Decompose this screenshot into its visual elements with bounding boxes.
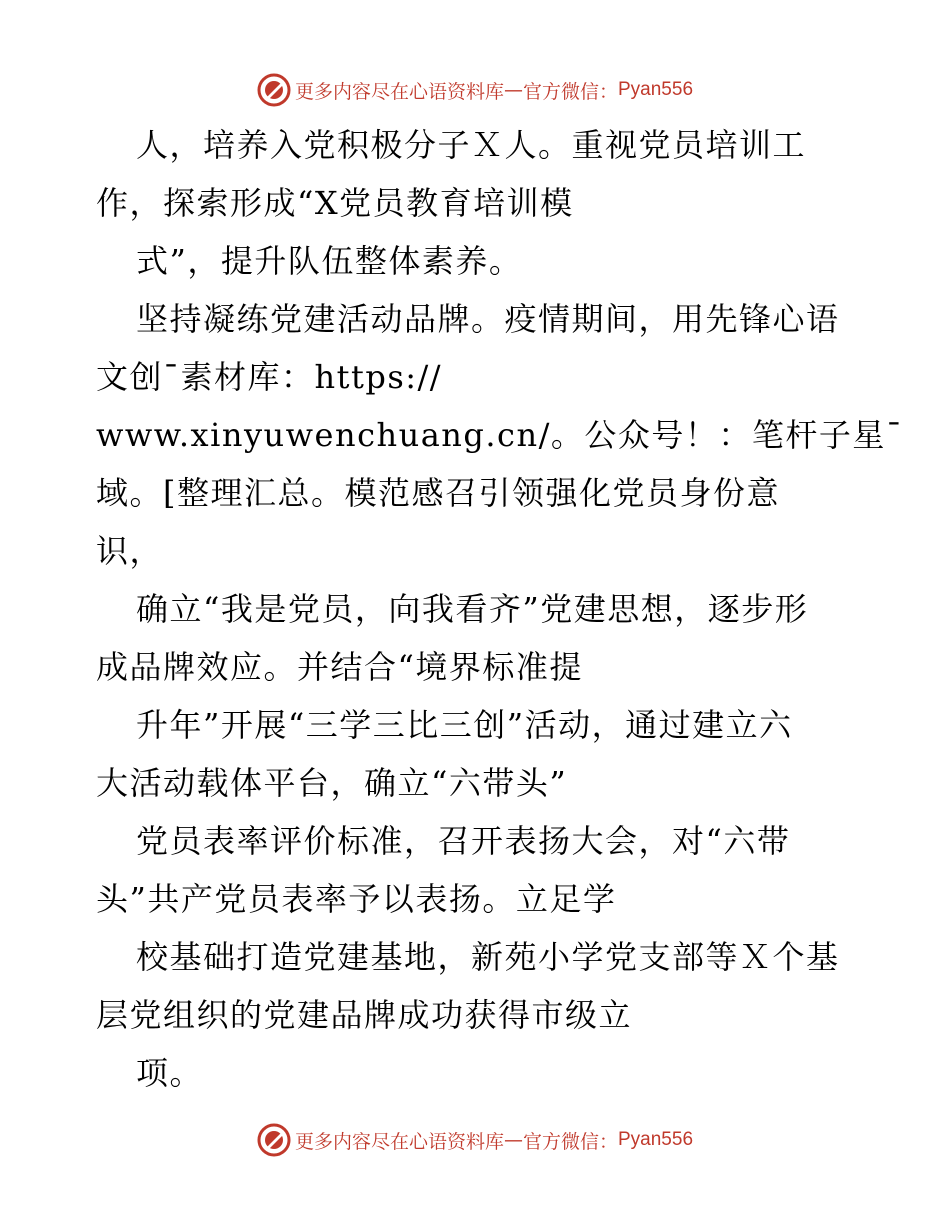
body-line: 党员表率评价标准，召开表扬大会，对“六带 [136, 822, 791, 860]
body-line: 项。 [136, 1054, 204, 1092]
body-line: 升年”开展“三学三比三创”活动，通过建立六 [136, 706, 793, 744]
body-line: 校基础打造党建基地，新苑小学党支部等Ｘ个基 [136, 938, 840, 976]
body-line: 人，培养入党积极分子Ｘ人。重视党员培训工 [136, 126, 807, 164]
watermark-label: 官方微信： [522, 1130, 618, 1153]
watermark-label: 官方微信： [522, 80, 618, 103]
body-line: 层党组织的党建品牌成功获得市级立 [96, 996, 633, 1034]
body-line: 大活动载体平台，确立“六带头” [96, 764, 568, 802]
body-line: 成品牌效应。并结合“境界标准提 [96, 648, 583, 686]
body-line: 坚持凝练党建活动品牌。疫情期间，用先锋心语 [136, 300, 840, 338]
header-watermark [0, 70, 950, 110]
body-line: 文创¯素材库：https:// [96, 358, 443, 396]
document-body [96, 126, 904, 1112]
body-line: 作，探索形成“X党员教育培训模 [96, 184, 574, 222]
pen-logo-icon [257, 1123, 291, 1157]
watermark-separator: — [503, 1129, 523, 1151]
watermark-separator: — [503, 79, 523, 101]
body-line: 式”，提升队伍整体素养。 [136, 242, 523, 280]
body-line: www.xinyuwenchuang.cn/。公众号！：笔杆子星¯ [96, 416, 904, 454]
body-line: 识， [96, 532, 164, 570]
body-line: 域。[整理汇总。模范感召引领强化党员身份意 [96, 474, 780, 512]
body-line: 头”共产党员表率予以表扬。立足学 [96, 880, 617, 918]
watermark-id: Pyan556 [618, 1129, 694, 1150]
watermark-text: 更多内容尽在心语资料库 [294, 1130, 504, 1153]
watermark-text: 更多内容尽在心语资料库 [294, 80, 504, 103]
body-line: 确立“我是党员，向我看齐”党建思想，逐步形 [136, 590, 809, 628]
footer-watermark [0, 1120, 950, 1160]
watermark-id: Pyan556 [618, 79, 694, 100]
pen-logo-icon [257, 73, 291, 107]
